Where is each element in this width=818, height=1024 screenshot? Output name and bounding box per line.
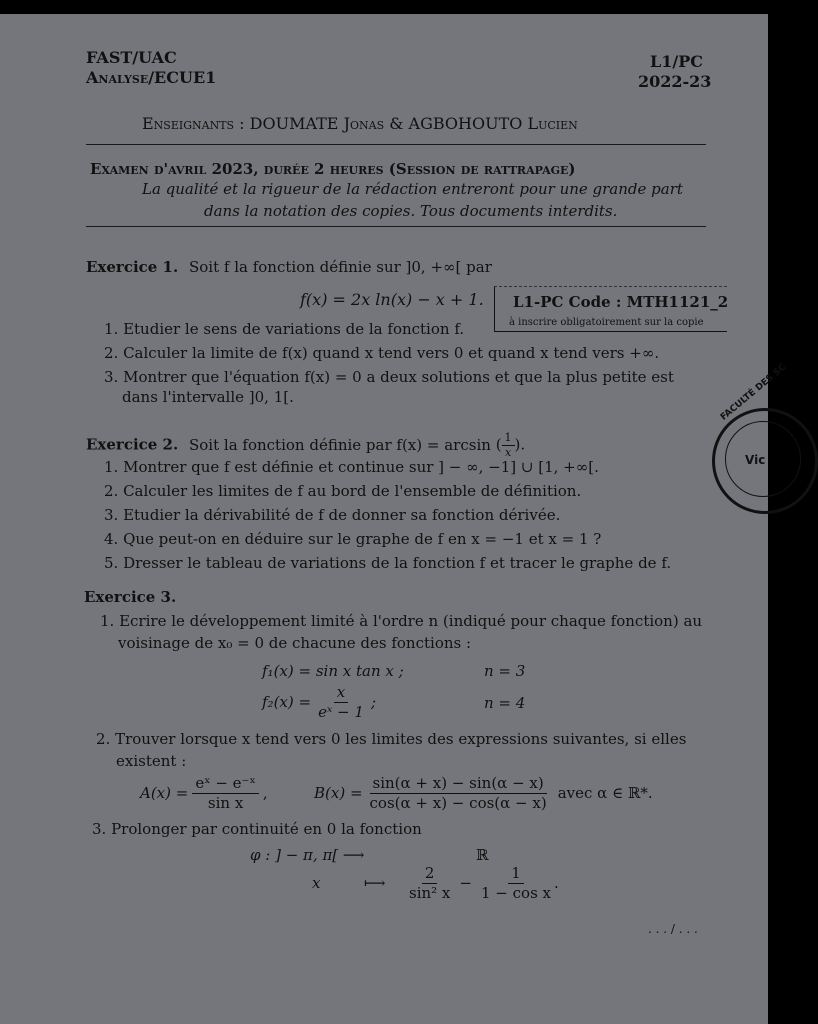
phi-mapsto: ⟼ xyxy=(364,874,386,892)
ex3-B-fraction xyxy=(367,775,550,811)
divider-bottom xyxy=(86,226,706,227)
teachers-line xyxy=(142,114,578,133)
ex1-formula: f(x) = 2x ln(x) − x + 1. xyxy=(300,290,484,309)
ex2-item-5: 5. Dresser le tableau de variations de la fonction f et tracer le graphe de f. xyxy=(104,554,672,572)
phi-definition: φ : ] − π, π[ ⟶ xyxy=(250,846,365,864)
teachers-label: Enseignants : xyxy=(142,114,245,133)
ex3-f2-lhs: f₂(x) = xyxy=(262,693,312,711)
ex3-B-condition: avec α ∈ ℝ*. xyxy=(557,784,653,802)
ex1-item-2: 2. Calculer la limite de f(x) quand x tend vers 0 et quand x tend vers +∞. xyxy=(104,344,660,362)
ex3-f1: f₁(x) = sin x tan x ; xyxy=(262,662,404,680)
divider-top xyxy=(86,144,706,145)
exam-note-line2: dans la notation des copies. Tous documents interdits. xyxy=(204,202,618,220)
header-level: L1/PC xyxy=(650,52,703,71)
ex1-header xyxy=(86,258,492,276)
ex3-f2: f₂(x) = $\frac{x}{\text{eˣ − 1}}$ ; xyxy=(262,683,376,721)
ex3-item-1-cont: voisinage de x₀ = 0 de chacune des fonctions : xyxy=(118,634,472,652)
ex3-f2-fraction xyxy=(315,684,367,720)
ex3-A: A(x) = $\frac{\text{eˣ − e⁻ˣ}}{\text{sin x}}$ , xyxy=(140,774,268,812)
ex2-item-4: 4. Que peut-on en déduire sur le graphe de f en x = −1 et x = 1 ? xyxy=(104,530,602,548)
header-year: 2022-23 xyxy=(638,72,712,91)
ex3-f2-den: eˣ − 1 xyxy=(318,702,364,721)
ex3-B-lhs: B(x) = xyxy=(314,784,363,802)
ex3-A-fraction xyxy=(192,775,259,811)
ex3-item-2-cont: existent : xyxy=(116,752,187,770)
ex1-title: Exercice 1. xyxy=(86,258,179,276)
ex2-item-2: 2. Calculer les limites de f au bord de l'ensemble de définition. xyxy=(104,482,582,500)
ex3-title: Exercice 3. xyxy=(84,588,177,606)
stamp-ring-text: FACULTÉ DES SC xyxy=(719,362,789,423)
header-course: Analyse/ECUE1 xyxy=(86,68,217,87)
ex3-item-3: 3. Prolonger par continuité en 0 la fonction xyxy=(92,820,422,838)
teachers-names: DOUMATE Jonas & AGBOHOUTO Lucien xyxy=(249,114,578,133)
faculty-stamp xyxy=(712,362,818,514)
ex3-A-lhs: A(x) = xyxy=(140,784,189,802)
phi-rule: x ⟼ $\frac{2}{\text{sin² x}}$ − $\frac{1}{\text{1 − cos x}}$ . xyxy=(312,864,559,902)
ex2-intro-fraction: $\frac{1}{x}$ xyxy=(502,432,515,459)
ex1-item-3: 3. Montrer que l'équation f(x) = 0 a deux solutions et que la plus petite est xyxy=(104,368,674,386)
exam-note-line1: La qualité et la rigueur de la rédaction entreront pour une grande part xyxy=(142,180,683,198)
ex2-title: Exercice 2. xyxy=(86,435,179,454)
phi-fraction-2: $\frac{1}{\text{1 − cos x}}$ xyxy=(480,864,551,902)
code-box-code: L1-PC Code : MTH1121_2 xyxy=(513,293,729,311)
ex3-f2-num: x xyxy=(334,684,348,703)
code-box-note: à inscrire obligatoirement sur la copie xyxy=(509,317,704,328)
ex2-intro: Soit la fonction définie par f(x) = arcsin xyxy=(189,435,491,454)
ex3-f1-order: n = 3 xyxy=(484,662,526,680)
ex3-B xyxy=(314,768,653,818)
ex2-item-1: 1. Montrer que f est définie et continue sur ] − ∞, −1] ∪ [1, +∞[. xyxy=(104,458,599,476)
phi-var: x xyxy=(312,874,321,892)
ex3-A-den: sin x xyxy=(207,793,244,812)
ex1-intro: Soit f la fonction définie sur ]0, +∞[ par xyxy=(189,258,492,276)
ex3-A-num: eˣ − e⁻ˣ xyxy=(192,775,259,794)
ex3-B-den: cos(α + x) − cos(α − x) xyxy=(369,793,547,812)
continuation-mark: . . . / . . . xyxy=(648,922,698,936)
ex3-item-1: 1. Ecrire le développement limité à l'ordre n (indiqué pour chaque fonction) au xyxy=(100,612,703,630)
ex2-item-3: 3. Etudier la dérivabilité de f de donner sa fonction dérivée. xyxy=(104,506,561,524)
exam-sheet xyxy=(0,14,789,1024)
header-institution: FAST/UAC xyxy=(86,48,177,67)
phi-codomain: ℝ xyxy=(476,846,489,864)
phi-fraction-1: $\frac{2}{\text{sin² x}}$ xyxy=(409,864,451,902)
code-box xyxy=(494,286,727,332)
exam-title: Examen d'avril 2023, durée 2 heures (Session de rattrapage) xyxy=(90,160,576,178)
ex1-item-1: 1. Etudier le sens de variations de la fonction f. xyxy=(104,320,465,338)
ex1-item-3-cont: dans l'intervalle ]0, 1[. xyxy=(122,388,294,406)
ex3-B-num: sin(α + x) − sin(α − x) xyxy=(370,775,547,794)
ex3-item-2: 2. Trouver lorsque x tend vers 0 les limites des expressions suivantes, si elles xyxy=(96,730,687,748)
ex2-header: Exercice 2. Soit la fonction définie par f(x) = arcsin ( $\frac{1}{x}$ ). xyxy=(86,431,526,460)
stamp-center-text: Vic xyxy=(745,453,766,467)
ex3-f2-order: n = 4 xyxy=(484,694,526,712)
